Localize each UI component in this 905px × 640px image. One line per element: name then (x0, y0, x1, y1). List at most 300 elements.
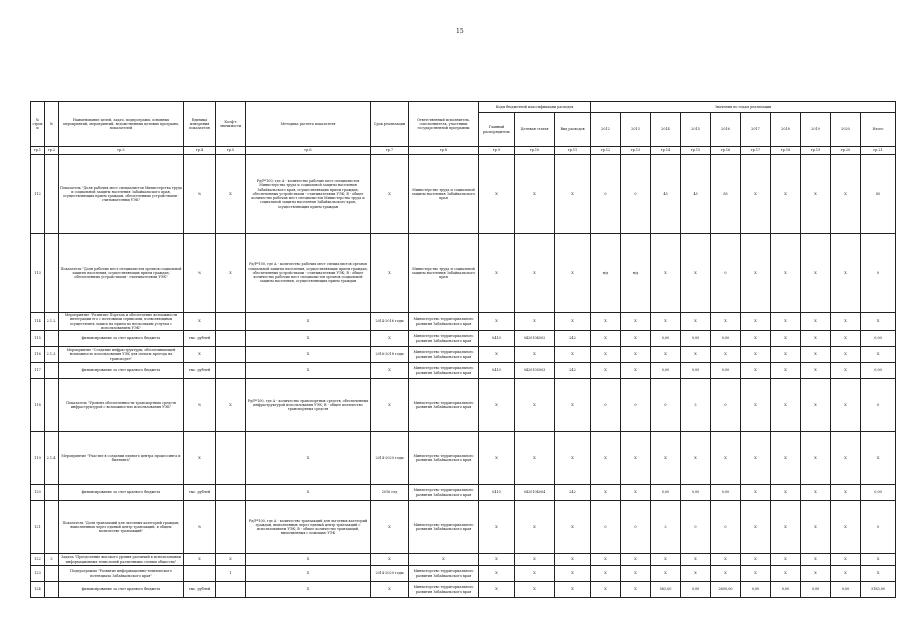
table-row (31, 313, 896, 331)
table-cell: X (479, 566, 515, 582)
column-number-cell: гр.6 (246, 147, 371, 155)
table-cell (45, 155, 59, 234)
table-cell: 2.1.4. (45, 432, 59, 485)
table-cell: 0,00 (651, 485, 681, 501)
table-cell: % (184, 155, 216, 234)
table-cell: 0,00 (681, 582, 711, 598)
table-cell: X (621, 313, 651, 331)
table-cell: X (741, 379, 771, 432)
table-row (31, 347, 896, 363)
column-numbers-row (31, 147, 896, 155)
table-cell: X (246, 313, 371, 331)
header-period: Срок реализации (371, 102, 409, 147)
table-cell: X (621, 566, 651, 582)
table-cell: Pд/Рº100, где А - количество рабочих мест специалистов органов социальной защиты населения, осуществляющих прием граждан, обеспеченных устройствами - считывателями УЭК; В - общее количество рабочих мест специалистов органов социальной защиты населения, осуществляющих прием граждан (246, 234, 371, 313)
table-cell (45, 363, 59, 379)
table-cell: 119 (31, 432, 45, 485)
table-cell: X (591, 363, 621, 379)
table-cell: X (771, 363, 801, 379)
column-number-cell: гр.11 (555, 147, 591, 155)
table-cell: 0410 (479, 331, 515, 347)
table-cell: 0,00 (801, 582, 831, 598)
table-cell: 0,00 (711, 331, 741, 347)
table-cell: 121 (31, 501, 45, 554)
table-cell: X (741, 363, 771, 379)
table-cell: X (246, 363, 371, 379)
table-row (31, 566, 896, 582)
table-cell: X (555, 347, 591, 363)
table-cell: Министерство территориального развития Забайкальского края (409, 501, 479, 554)
table-cell: X (801, 347, 831, 363)
table-cell: X (479, 501, 515, 554)
table-cell: 2016-2018 годы (371, 347, 409, 363)
table-row (31, 234, 896, 313)
table-cell: Pд/Рº100, где А - количество транспортных средств, обеспеченных инфраструктурой использования УЭК; В - общее количество транспортных средств (246, 379, 371, 432)
table-cell: 114 (31, 313, 45, 331)
table-cell (45, 485, 59, 501)
table-cell: X (771, 432, 801, 485)
table-cell: 0,00 (771, 582, 801, 598)
table-row (31, 432, 896, 485)
table-cell: 0 (621, 155, 651, 234)
header-row-number: № строки (31, 102, 45, 147)
column-number-cell: гр.8 (409, 147, 479, 155)
table-cell: X (651, 566, 681, 582)
table-row (31, 155, 896, 234)
table-cell: X (771, 379, 801, 432)
table-cell: X (246, 432, 371, 485)
table-cell: 242 (555, 331, 591, 347)
table-cell: X (184, 554, 216, 566)
table-cell (45, 379, 59, 432)
table-cell: X (184, 432, 216, 485)
table-cell: Подпрограмма "Развитие информационно-технического потенциала Забайкальского края" (59, 566, 184, 582)
table-cell: 117 (31, 363, 45, 379)
table-cell: 0,00 (861, 331, 896, 347)
table-cell: X (371, 501, 409, 554)
table-cell: Показатель "Доля рабочих мест специалистов Министерства труда и социальной защиты населения Забайкальского края, осуществляющих прием граждан, обеспеченных устройствами - считывателями УЭК" (59, 155, 184, 234)
header-target-article: Целевая статья (515, 113, 555, 147)
header-name: Наименование целей, задач, подпрограмм, основных мероприятий, мероприятий, ведомственных целевых программ, показателей (59, 102, 184, 147)
table-cell: X (681, 234, 711, 313)
table-cell: X (591, 313, 621, 331)
table-cell: н/д (621, 234, 651, 313)
table-cell: X (681, 313, 711, 331)
table-cell: X (621, 432, 651, 485)
table-cell: 0 (591, 501, 621, 554)
table-cell: X (555, 234, 591, 313)
table-cell: X (801, 331, 831, 347)
table-cell: X (831, 363, 861, 379)
table-cell: X (861, 566, 896, 582)
header-coefficient: Коэф-т значимости (216, 102, 246, 147)
table-cell: тыс. рублей (184, 363, 216, 379)
table-cell: X (681, 566, 711, 582)
table-cell: X (621, 347, 651, 363)
table-cell: Министерство территориального развития Забайкальского края (409, 379, 479, 432)
table-cell: X (479, 313, 515, 331)
table-cell: X (771, 554, 801, 566)
column-number-cell: гр.18 (771, 147, 801, 155)
table-cell: 0 (861, 501, 896, 554)
table-cell: X (246, 331, 371, 347)
table-cell: X (555, 432, 591, 485)
table-cell: 0420104002 (515, 331, 555, 347)
table-cell: Мероприятие "Создание инфраструктуры, обеспечивающей возможность использования УЭК для оплаты проезда на транспорте" (59, 347, 184, 363)
table-cell: 0 (711, 501, 741, 554)
column-number-cell: гр.13 (621, 147, 651, 155)
table-cell (216, 432, 246, 485)
table-cell: X (591, 554, 621, 566)
table-cell: X (741, 501, 771, 554)
table-cell: X (741, 485, 771, 501)
table-cell: X (861, 554, 896, 566)
table-cell: 242 (555, 485, 591, 501)
table-cell: X (771, 313, 801, 331)
table-cell: X (479, 379, 515, 432)
table-cell (45, 234, 59, 313)
table-cell (216, 347, 246, 363)
table-cell: 0 (681, 501, 711, 554)
column-number-cell: гр.14 (651, 147, 681, 155)
table-cell: X (515, 582, 555, 598)
table-cell: X (651, 234, 681, 313)
header-year: 2016 (711, 113, 741, 147)
table-cell (216, 363, 246, 379)
table-cell: X (801, 379, 831, 432)
table-cell: X (555, 501, 591, 554)
table-cell: X (711, 566, 741, 582)
table-cell: X (711, 432, 741, 485)
table-row (31, 363, 896, 379)
table-row (31, 554, 896, 566)
table-cell: X (371, 363, 409, 379)
table-cell: 0 (621, 379, 651, 432)
table-cell: X (651, 313, 681, 331)
table-cell (216, 331, 246, 347)
table-cell: 3 (45, 554, 59, 566)
table-cell: X (831, 485, 861, 501)
table-cell: X (246, 582, 371, 598)
table-cell: X (515, 432, 555, 485)
header-expense-type: Вид расходов (555, 113, 591, 147)
table-cell: Министерство территориального развития Забайкальского края (409, 582, 479, 598)
table-cell: X (651, 432, 681, 485)
header-year: 2019 (801, 113, 831, 147)
table-cell: X (741, 554, 771, 566)
table-cell: X (621, 363, 651, 379)
table-cell: 0,00 (681, 331, 711, 347)
table-cell: 0,00 (741, 582, 771, 598)
table-cell: X (479, 582, 515, 598)
table-cell: X (771, 566, 801, 582)
table-cell: X (555, 313, 591, 331)
header-year: 2013 (621, 113, 651, 147)
table-cell: X (216, 554, 246, 566)
table-cell: финансирование за счет краевого бюджета (59, 485, 184, 501)
table-row (31, 582, 896, 598)
table-cell: X (831, 331, 861, 347)
table-body (31, 155, 896, 598)
table-cell: X (831, 155, 861, 234)
table-cell: X (861, 347, 896, 363)
table-cell: X (801, 155, 831, 234)
table-cell: X (681, 554, 711, 566)
table-cell: X (771, 234, 801, 313)
column-number-cell: гр.10 (515, 147, 555, 155)
table-cell: 2016 год (371, 485, 409, 501)
table-cell: X (831, 566, 861, 582)
table-cell (45, 501, 59, 554)
table-cell: финансирование за счет краевого бюджета (59, 363, 184, 379)
table-cell: X (771, 347, 801, 363)
table-cell: Министерство территориального развития Забайкальского края (409, 363, 479, 379)
table-cell: тыс. рублей (184, 582, 216, 598)
table-cell: X (861, 313, 896, 331)
column-number-cell: гр.20 (831, 147, 861, 155)
table-cell: X (246, 566, 371, 582)
table-cell (45, 331, 59, 347)
table-cell: X (831, 347, 861, 363)
table-cell: X (371, 234, 409, 313)
table-cell: % (184, 234, 216, 313)
header-year: 2018 (771, 113, 801, 147)
table-cell: 112 (31, 155, 45, 234)
header-method: Методика расчета показателя (246, 102, 371, 147)
header-year: 2015 (681, 113, 711, 147)
table-cell: X (771, 331, 801, 347)
header-year: 2020 (831, 113, 861, 147)
table-cell: X (515, 379, 555, 432)
table-cell: X (651, 554, 681, 566)
table-cell: X (371, 331, 409, 347)
table-cell: X (771, 155, 801, 234)
table-cell: X (184, 313, 216, 331)
table-cell: X (371, 379, 409, 432)
table-cell: 0 (711, 234, 741, 313)
table-cell: 0,00 (651, 363, 681, 379)
table-cell: 118 (31, 379, 45, 432)
table-cell: Министерство территориального развития Забайкальского края (409, 432, 479, 485)
column-number-cell: гр.1 (31, 147, 45, 155)
table-cell: X (801, 313, 831, 331)
table-cell: 3183,00 (861, 582, 896, 598)
table-cell: X (591, 432, 621, 485)
table-cell: X (741, 566, 771, 582)
table-cell: % (184, 501, 216, 554)
header-total: Итого (861, 113, 896, 147)
table-cell (216, 582, 246, 598)
table-cell (184, 566, 216, 582)
table-cell: Pд/Рº100, где А - количество транзакций для льготных категорий граждан, выполненных через единый центр транзакций с использованием УЭК; В - общее количество транзакций, выполненных с помощью УЭК (246, 501, 371, 554)
table-cell: 3 (681, 379, 711, 432)
table-cell: тыс. рублей (184, 331, 216, 347)
table-cell: X (711, 347, 741, 363)
table-cell: 113 (31, 234, 45, 313)
table-cell: финансирование за счет краевого бюджета (59, 582, 184, 598)
table-cell: X (246, 485, 371, 501)
table-cell: X (801, 501, 831, 554)
table-cell: % (184, 379, 216, 432)
table-cell: X (831, 501, 861, 554)
table-cell: 242 (555, 363, 591, 379)
table-cell: X (831, 234, 861, 313)
header-year: 2014 (651, 113, 681, 147)
table-cell: X (409, 554, 479, 566)
table-cell: Показатель "Доля транзакций для льготных категорий граждан, выполненных через единый центр транзакций, в общем количестве транзакций" (59, 501, 184, 554)
table-cell: X (591, 347, 621, 363)
header-responsible: Ответственный исполнитель, соисполнитель, участники государственной программы (409, 102, 479, 147)
table-cell: 2.1.3. (45, 347, 59, 363)
table-cell: 122 (31, 554, 45, 566)
table-cell: 2014-2020 годы (371, 432, 409, 485)
table-cell: 0410 (479, 363, 515, 379)
table-cell: 0,00 (681, 485, 711, 501)
table-cell: X (555, 155, 591, 234)
header-year-values: Значения по годам реализации (591, 102, 896, 113)
table-cell: Министерство территориального развития Забайкальского края (409, 485, 479, 501)
column-number-cell: гр.5 (216, 147, 246, 155)
table-cell: 2014-2016 годы (371, 313, 409, 331)
table-row (31, 331, 896, 347)
table-cell: 124 (31, 582, 45, 598)
header-year: 2017 (741, 113, 771, 147)
table-cell: X (591, 485, 621, 501)
table-cell: X (216, 379, 246, 432)
table-cell: 583,00 (651, 582, 681, 598)
table-cell: X (741, 155, 771, 234)
table-cell: 0420105003 (515, 363, 555, 379)
table-cell: 0410 (479, 485, 515, 501)
table-cell: X (591, 582, 621, 598)
column-number-cell: гр.4 (184, 147, 216, 155)
table-cell (216, 313, 246, 331)
program-indicators-table (30, 101, 896, 598)
table-cell: X (801, 554, 831, 566)
table-cell: 0 (861, 234, 896, 313)
table-cell: X (801, 363, 831, 379)
table-cell: X (711, 554, 741, 566)
table-cell: X (515, 234, 555, 313)
header-chief-manager: Главный распорядитель (479, 113, 515, 147)
table-cell: 85 (711, 155, 741, 234)
table-cell: X (801, 234, 831, 313)
table-cell: X (831, 432, 861, 485)
table-cell: 0,00 (831, 582, 861, 598)
header-unit: Единица измерения показателя (184, 102, 216, 147)
table-cell: X (681, 347, 711, 363)
column-number-cell: гр.21 (861, 147, 896, 155)
table-row (31, 501, 896, 554)
table-cell: X (515, 313, 555, 331)
table-cell: 123 (31, 566, 45, 582)
table-cell: 2600,00 (711, 582, 741, 598)
table-cell: X (515, 347, 555, 363)
table-row (31, 485, 896, 501)
table-cell: X (479, 554, 515, 566)
table-cell: X (479, 234, 515, 313)
table-cell: X (515, 554, 555, 566)
header-number: № (45, 102, 59, 147)
column-number-cell: гр.15 (681, 147, 711, 155)
table-cell: 1 (216, 566, 246, 582)
header-budget-codes: Коды бюджетной классификации расходов (479, 102, 591, 113)
table-cell (45, 566, 59, 582)
column-number-cell: гр.17 (741, 147, 771, 155)
table-cell: X (741, 331, 771, 347)
table-cell: 0,00 (651, 331, 681, 347)
table-cell: X (591, 331, 621, 347)
column-number-cell: гр.12 (591, 147, 621, 155)
table-cell: X (741, 234, 771, 313)
table-cell: Задача "Преодоление высокого уровня различий в использовании информационных технологий различными слоями общества" (59, 554, 184, 566)
table-cell: X (591, 566, 621, 582)
table-cell: Показатель "Уровень обеспеченности транспортных средств инфраструктурой с возможностью использования УЭК" (59, 379, 184, 432)
table-cell: н/д (591, 234, 621, 313)
table-cell: 0 (591, 155, 621, 234)
table-cell: 120 (31, 485, 45, 501)
table-cell: финансирование за счет краевого бюджета (59, 331, 184, 347)
table-cell: X (651, 347, 681, 363)
table-cell: X (741, 313, 771, 331)
table-row (31, 379, 896, 432)
table-cell: 116 (31, 347, 45, 363)
table-cell: X (479, 432, 515, 485)
table-cell: X (861, 432, 896, 485)
table-cell: X (555, 582, 591, 598)
table-cell: X (711, 313, 741, 331)
table-cell: X (771, 501, 801, 554)
column-number-cell: гр.9 (479, 147, 515, 155)
table-cell: 0 (651, 379, 681, 432)
table-cell: X (515, 155, 555, 234)
table-cell: X (479, 155, 515, 234)
page-number: 15 (456, 28, 464, 35)
table-cell: X (831, 554, 861, 566)
table-cell: 0,00 (861, 363, 896, 379)
table-cell: Показатель "Доля рабочих мест специалистов органов социальной защиты населения, осуществляющих прием граждан, обеспеченных устройствами - считывателями УЭК" (59, 234, 184, 313)
table-cell: 0,00 (711, 485, 741, 501)
table-cell: X (515, 566, 555, 582)
column-number-cell: гр.2 (45, 147, 59, 155)
table-cell: Мероприятие "Участие в создании единого центра процессинга и биллинга" (59, 432, 184, 485)
table-cell: X (515, 501, 555, 554)
table-cell: Министерство территориального развития Забайкальского края (409, 566, 479, 582)
header-year: 2012 (591, 113, 621, 147)
table-cell: X (831, 379, 861, 432)
table-cell: 3 (651, 501, 681, 554)
table-cell: X (371, 554, 409, 566)
column-number-cell: гр.19 (801, 147, 831, 155)
table-cell: Министерство труда и социальной защиты населения Забайкальского края (409, 234, 479, 313)
table-cell: 0420104004 (515, 485, 555, 501)
table-cell: 115 (31, 331, 45, 347)
table-cell: Министерство территориального развития Забайкальского края (409, 313, 479, 331)
column-number-cell: гр.3 (59, 147, 184, 155)
table-cell (45, 582, 59, 598)
table-cell: X (479, 347, 515, 363)
table-cell: 0,00 (681, 363, 711, 379)
table-cell: 0 (621, 501, 651, 554)
table-cell: X (246, 347, 371, 363)
table-cell: 2.1.2. (45, 313, 59, 331)
table-cell: X (621, 554, 651, 566)
table-cell: 0 (861, 379, 896, 432)
table-cell: X (771, 485, 801, 501)
table-cell: X (371, 155, 409, 234)
column-number-cell: гр.7 (371, 147, 409, 155)
table-cell: X (681, 432, 711, 485)
